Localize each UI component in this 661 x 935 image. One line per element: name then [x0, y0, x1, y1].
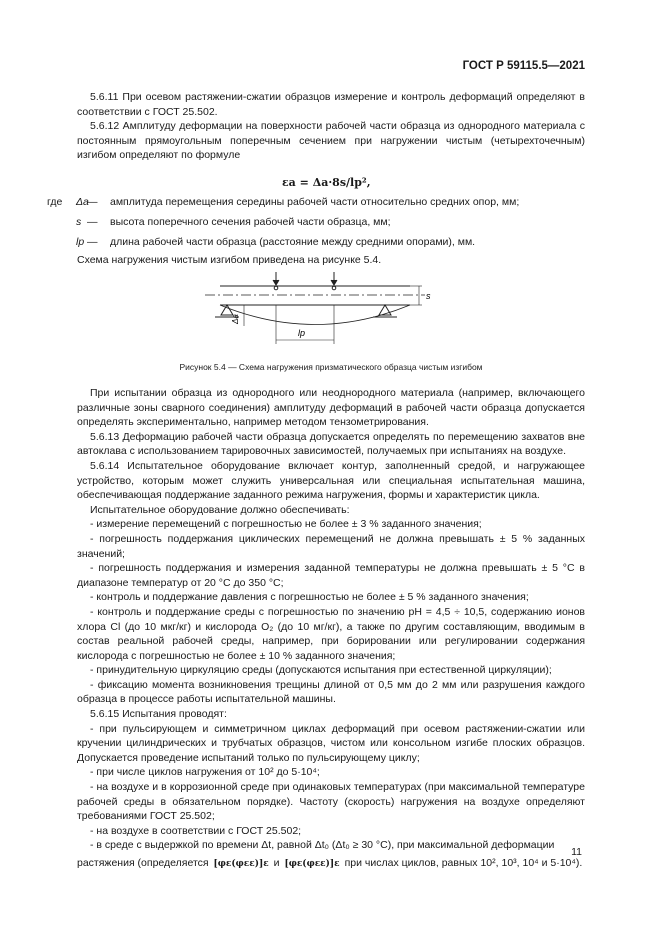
paragraph-5-6-12: 5.6.12 Амплитуду деформации на поверхности рабочей части образца из однородного материала с постоянным прямоугольным поперечным сечением при нагружении чистым (четырехточечным) изгибом определяют по формуле: [77, 120, 585, 162]
list-item: - на воздухе в соответствии с ГОСТ 25.502;: [90, 824, 302, 837]
paragraph-after-figure: При испытании образца из однородного или неоднородного материала (например, включающего различные зоны сварного соединения) амплитуду деформаций в рабочей части образца допускается определять экспериментально, например методом тензометрирования.: [77, 387, 585, 429]
formula-bracket-1: [φε(φεε)]ε: [213, 859, 269, 869]
list-item: - принудительную циркуляцию среды (допускаются испытания при естественной циркуляции);: [90, 664, 552, 677]
equipment-intro: Испытательное оборудование должно обеспечивать:: [90, 503, 350, 516]
list-item: - контроль и поддержание среды с погрешностью по значению pH = 4,5 ÷ 10,5, содержанию ионов хлора Cl (до 10 мкг/кг) и кислорода O₂ (до 10 мг/кг), а также по другим составляющим, вводимым в состав реальной рабочей среды, например, при борировании или регулировании содержания кислорода с погрешностью не более ± 10 % заданного значения;: [77, 605, 585, 662]
strain-formula: εa = Δa·8s/lp²,: [282, 176, 371, 189]
definition-text: амплитуда перемещения середины рабочей части относительно средних опор, мм;: [110, 196, 520, 208]
final-line-prefix: растяжения (определяется: [77, 857, 209, 869]
list-item: - фиксацию момента возникновения трещины длиной от 0,5 мм до 2 мм или разрушения каждого образца в процессе работы испытательной машины.: [77, 678, 585, 706]
definition-text: длина рабочей части образца (расстояние между средними опорами), мм.: [110, 236, 476, 248]
final-line-conj: и: [273, 857, 280, 869]
definition-dash: —: [87, 196, 98, 208]
list-item: - при числе циклов нагружения от 10² до 5·10⁴;: [90, 766, 320, 779]
list-item: - погрешность поддержания циклических перемещений не должна превышать ± 5 % заданных значений;: [77, 532, 585, 560]
definition-dash: —: [87, 216, 98, 228]
list-item: - при пульсирующем и симметричном циклах деформаций при осевом растяжении-сжатии или кручении цилиндрических и трубчатых образцов, чистом или консольном изгибе плоских образцов. Допускается проведение испытаний только по пульсирующему циклу;: [77, 722, 585, 764]
main-body: [77, 386, 585, 872]
final-line: [77, 856, 585, 872]
bending-scheme-figure: [200, 272, 460, 352]
definition-symbol: Δa: [76, 196, 89, 208]
paragraph-5-6-14: 5.6.14 Испытательное оборудование включает контур, заполненный средой, и нагружающее устройство, которым может служить универсальная или специальная испытательная машина, обеспечивающая поддержание заданного режима нагружения, формы и характеристик цикла.: [77, 459, 585, 502]
definition-symbol: lp: [76, 236, 85, 248]
load-arrowhead-right: [331, 280, 337, 285]
load-point-right: [332, 286, 336, 290]
load-point-left: [274, 286, 278, 290]
paragraph-5-6-13: 5.6.13 Деформацию рабочей части образца допускается определять по перемещению захватов вне автоклава с использованием тарировочных зависимостей, получаемых при испытаниях на воздухе.: [77, 430, 585, 458]
formula-bracket-2: [φε(φεε)]ε: [284, 859, 340, 869]
list-item: - контроль и поддержание давления с погрешностью не более ± 5 % заданного значения;: [90, 591, 529, 604]
list-item: - в среде с выдержкой по времени Δt, равной Δt₀ (Δt₀ ≥ 30 °С), при максимальной деформации: [90, 839, 555, 852]
final-line-suffix: при числах циклов, равных 10², 10³, 10⁴ и 5·10⁴).: [344, 857, 583, 869]
where-label: где: [47, 196, 63, 208]
list-item: - погрешность поддержания и измерения заданной температуры не должна превышать ± 5 °С в диапазоне температур от 20 °С до 350 °С;: [77, 562, 585, 589]
label-s: s: [426, 291, 431, 301]
paragraph-5-6-15: 5.6.15 Испытания проводят:: [90, 708, 227, 721]
paragraph-5-6-11: 5.6.11 При осевом растяжении-сжатии образцов измерение и контроль деформаций определяют в соответствии с ГОСТ 25.502.: [77, 91, 585, 118]
standard-header: ГОСТ Р 59115.5—2021: [462, 60, 585, 72]
load-arrowhead-left: [273, 280, 279, 285]
label-delta-a: Δa: [231, 314, 240, 324]
list-item: - на воздухе и в коррозионной среде при одинаковых температурах (при максимальной температуре рабочей среды в обязательном порядке). Частоту (скорость) нагружения на воздухе определяют требованиями ГОСТ 25.502;: [77, 781, 585, 823]
label-lp: lp: [298, 328, 306, 338]
page-number: 11: [571, 846, 582, 858]
section-5-6-11-12: [77, 90, 585, 163]
definition-symbol: s: [76, 216, 82, 228]
figure-caption: Рисунок 5.4 — Схема нагружения призматического образца чистым изгибом: [179, 362, 483, 372]
definition-text: высота поперечного сечения рабочей части образца, мм;: [110, 216, 391, 228]
definition-dash: —: [87, 236, 98, 248]
list-item: - измерение перемещений с погрешностью не более ± 3 % заданного значения;: [90, 518, 482, 531]
scheme-intro: Схема нагружения чистым изгибом приведена на рисунке 5.4.: [77, 254, 382, 266]
